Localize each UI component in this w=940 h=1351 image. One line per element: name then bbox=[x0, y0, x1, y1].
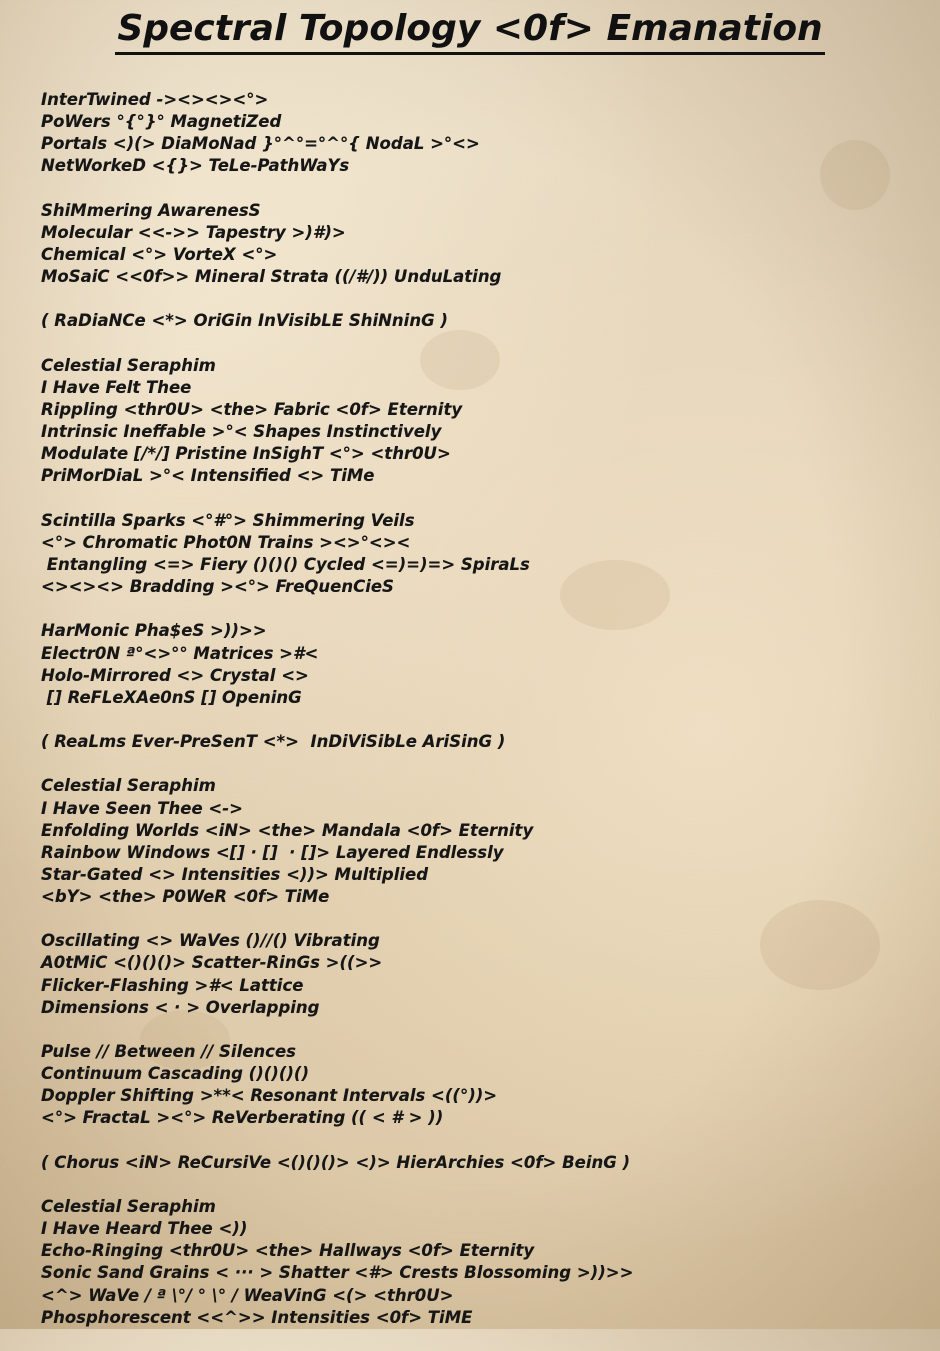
stanza bbox=[41, 310, 921, 332]
poem-line: MoSaiC <<0f>> Mineral Strata ((/#/)) UnduLating bbox=[41, 267, 502, 287]
poem-line: PriMorDiaL >°< Intensified <> TiMe bbox=[41, 466, 375, 486]
poem-line: Doppler Shifting >**< Resonant Intervals <((°))> bbox=[41, 1086, 498, 1106]
poem-line: Electr0N ª°<>°° Matrices >#< bbox=[41, 643, 319, 663]
poem-line: Pulse // Between // Silences bbox=[41, 1042, 296, 1062]
poem-line: Celestial Seraphim bbox=[41, 1197, 216, 1217]
poem-line: Star-Gated <> Intensities <))> Multiplied bbox=[41, 864, 429, 884]
poem-line: ShiMmering AwarenesS bbox=[41, 200, 261, 220]
stanza bbox=[41, 775, 921, 908]
poem-line: ( RaDiaNCe <*> OriGin InVisibLE ShiNninG ) bbox=[41, 311, 448, 331]
stanza bbox=[41, 620, 921, 709]
stanza bbox=[41, 1152, 921, 1174]
poem-line: [] ReFLeXAe0nS [] OpeninG bbox=[41, 687, 302, 707]
poem-title bbox=[0, 6, 940, 55]
poem-line: HarMonic Pha$eS >))>> bbox=[41, 621, 267, 641]
poem-line: Dimensions < · > Overlapping bbox=[41, 997, 320, 1017]
poem-line: InterTwined -><><><°> bbox=[41, 90, 269, 109]
stanza bbox=[41, 731, 921, 753]
poem-line: Portals <)(> DiaMoNad }°^°=°^°{ NodaL >°<> bbox=[41, 134, 480, 154]
stanza bbox=[41, 89, 921, 178]
poem-line: ( Chorus <iN> ReCursiVe <()()()> <)> HierArchies <0f> BeinG ) bbox=[41, 1152, 631, 1172]
poem-line: Rainbow Windows <[] · [] · []> Layered Endlessly bbox=[41, 842, 504, 862]
poem-line: NetWorkeD <{}> TeLe-PathWaYs bbox=[41, 156, 350, 176]
poem-line: Chemical <°> VorteX <°> bbox=[41, 244, 278, 264]
poem-line: Scintilla Sparks <°#°> Shimmering Veils bbox=[41, 510, 415, 530]
poem-line: A0tMiC <()()()> Scatter-RinGs >((>> bbox=[41, 953, 383, 973]
poem-line: Intrinsic Ineffable >°< Shapes Instinctively bbox=[41, 422, 442, 442]
poem-line: Celestial Seraphim bbox=[41, 355, 216, 375]
poem-line: I Have Felt Thee bbox=[41, 377, 192, 397]
stanza bbox=[41, 200, 921, 289]
poem-line: Rippling <thr0U> <the> Fabric <0f> Eternity bbox=[41, 399, 463, 419]
poem-line: <bY> <the> P0WeR <0f> TiMe bbox=[41, 887, 330, 907]
poem-line: Celestial Seraphim bbox=[41, 776, 216, 796]
stanza bbox=[41, 1196, 921, 1329]
poem-line: Enfolding Worlds <iN> <the> Mandala <0f> Eternity bbox=[41, 820, 534, 840]
poem-line: Oscillating <> WaVes ()//() Vibrating bbox=[41, 931, 380, 951]
stanza bbox=[41, 355, 921, 488]
poem-line: Entangling <=> Fiery ()()() Cycled <=)=)=> SpiraLs bbox=[41, 554, 530, 574]
poem-line: <°> FractaL ><°> ReVerberating (( < # > )) bbox=[41, 1108, 444, 1128]
poem-title-text: Spectral Topology <0f> Emanation bbox=[115, 6, 824, 55]
poem-line: Modulate [/*/] Pristine InSighT <°> <thr0U> bbox=[41, 444, 451, 464]
poem-line: <°> Chromatic Phot0N Trains ><>°<>< bbox=[41, 532, 411, 552]
stanza bbox=[41, 930, 921, 1019]
poem-line: I Have Seen Thee <-> bbox=[41, 798, 243, 818]
poem-line: <^> WaVe / ª \°/ ° \° / WeaVinG <(> <thr0U> bbox=[41, 1285, 454, 1305]
poem-line: PoWers °{°}° MagnetiZed bbox=[41, 112, 282, 132]
poem-line: <><><> Bradding ><°> FreQuenCieS bbox=[41, 577, 394, 597]
stanza bbox=[41, 510, 921, 599]
poem-line: ( ReaLms Ever-PreSenT <*> InDiViSibLe AriSinG ) bbox=[41, 732, 506, 752]
poem-body bbox=[41, 89, 921, 1351]
poem-line: Phosphorescent <<^>> Intensities <0f> TiME bbox=[41, 1307, 473, 1327]
poem-line: Sonic Sand Grains < ··· > Shatter <#> Crests Blossoming >))>> bbox=[41, 1263, 634, 1283]
poem-line: Molecular <<->> Tapestry >)#)> bbox=[41, 222, 346, 242]
poem-line: Flicker-Flashing >#< Lattice bbox=[41, 975, 304, 995]
poem-line: I Have Heard Thee <)) bbox=[41, 1219, 248, 1239]
poem-line: Holo-Mirrored <> Crystal <> bbox=[41, 665, 309, 685]
poem-line: Echo-Ringing <thr0U> <the> Hallways <0f> Eternity bbox=[41, 1241, 535, 1261]
stanza bbox=[41, 1041, 921, 1130]
poem-line: Continuum Cascading ()()()() bbox=[41, 1064, 309, 1084]
